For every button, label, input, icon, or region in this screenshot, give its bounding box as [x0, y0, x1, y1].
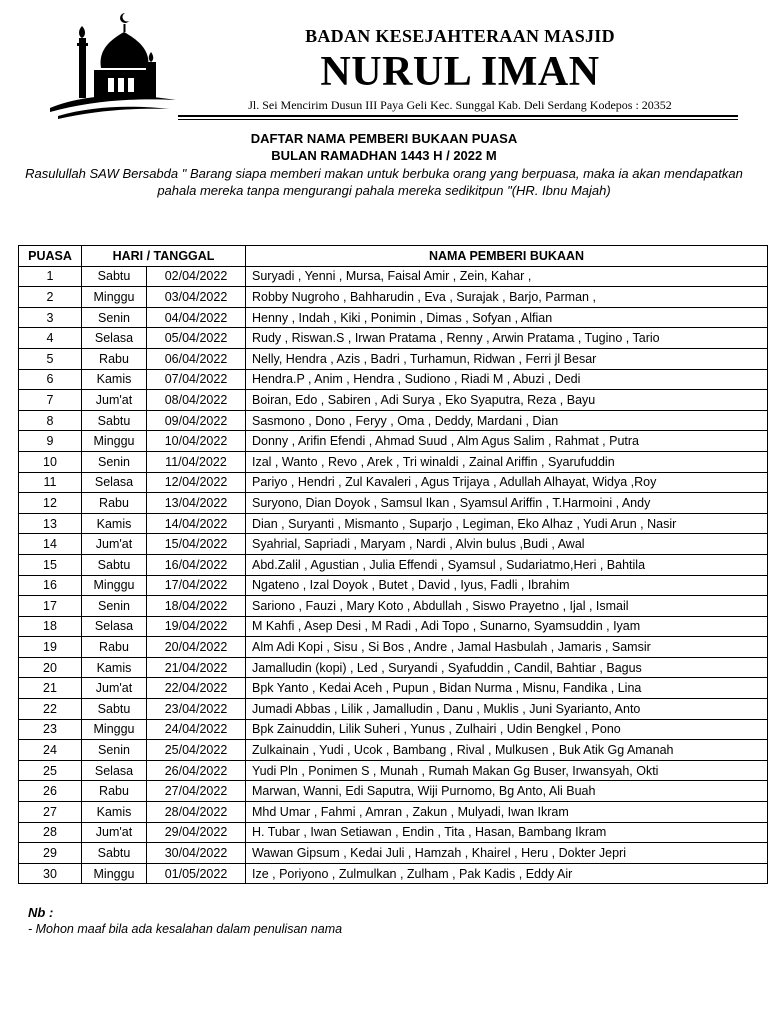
table-row	[19, 390, 768, 411]
cell-hari: Rabu	[82, 637, 147, 658]
cell-hari: Kamis	[82, 657, 147, 678]
cell-nama: Jumadi Abbas , Lilik , Jamalludin , Danu , Muklis , Juni Syarianto, Anto	[246, 699, 768, 720]
cell-hari: Rabu	[82, 781, 147, 802]
mosque-logo-icon	[48, 8, 178, 120]
table-row	[19, 616, 768, 637]
cell-tanggal: 01/05/2022	[147, 863, 246, 884]
table-row	[19, 287, 768, 308]
table-row	[19, 678, 768, 699]
cell-tanggal: 09/04/2022	[147, 410, 246, 431]
cell-puasa: 22	[19, 699, 82, 720]
table-row	[19, 843, 768, 864]
cell-tanggal: 24/04/2022	[147, 719, 246, 740]
table-row	[19, 802, 768, 823]
cell-puasa: 19	[19, 637, 82, 658]
cell-nama: Nelly, Hendra , Azis , Badri , Turhamun, Ridwan , Ferri jl Besar	[246, 348, 768, 369]
cell-tanggal: 10/04/2022	[147, 431, 246, 452]
cell-hari: Jum'at	[82, 534, 147, 555]
cell-nama: Marwan, Wanni, Edi Saputra, Wiji Purnomo, Bg Anto, Ali Buah	[246, 781, 768, 802]
table-row	[19, 410, 768, 431]
note-text: - Mohon maaf bila ada kesalahan dalam penulisan nama	[28, 922, 343, 936]
cell-tanggal: 06/04/2022	[147, 348, 246, 369]
cell-nama: Hendra.P , Anim , Hendra , Sudiono , Riadi M , Abuzi , Dedi	[246, 369, 768, 390]
cell-nama: Dian , Suryanti , Mismanto , Suparjo , Legiman, Eko Alhaz , Yudi Arun , Nasir	[246, 513, 768, 534]
cell-puasa: 8	[19, 410, 82, 431]
cell-hari: Minggu	[82, 431, 147, 452]
document-title: DAFTAR NAMA PEMBERI BUKAAN PUASA	[250, 131, 518, 146]
table-row	[19, 781, 768, 802]
cell-tanggal: 25/04/2022	[147, 740, 246, 761]
table-row	[19, 493, 768, 514]
table-row	[19, 266, 768, 287]
cell-puasa: 10	[19, 451, 82, 472]
cell-hari: Selasa	[82, 472, 147, 493]
note-label: Nb :	[28, 905, 54, 920]
cell-nama: Ngateno , Izal Doyok , Butet , David , Iyus, Fadli , Ibrahim	[246, 575, 768, 596]
cell-puasa: 3	[19, 307, 82, 328]
table-row	[19, 863, 768, 884]
table-row	[19, 575, 768, 596]
cell-hari: Kamis	[82, 513, 147, 534]
cell-nama: Sariono , Fauzi , Mary Koto , Abdullah , Siswo Prayetno , Ijal , Ismail	[246, 596, 768, 617]
cell-nama: Yudi Pln , Ponimen S , Munah , Rumah Makan Gg Buser, Irwansyah, Okti	[246, 760, 768, 781]
cell-nama: Donny , Arifin Efendi , Ahmad Suud , Alm Agus Salim , Rahmat , Putra	[246, 431, 768, 452]
cell-puasa: 4	[19, 328, 82, 349]
cell-hari: Jum'at	[82, 678, 147, 699]
cell-nama: H. Tubar , Iwan Setiawan , Endin , Tita , Hasan, Bambang Ikram	[246, 822, 768, 843]
cell-tanggal: 13/04/2022	[147, 493, 246, 514]
table-row	[19, 348, 768, 369]
cell-nama: M Kahfi , Asep Desi , M Radi , Adi Topo , Sunarno, Syamsuddin , Iyam	[246, 616, 768, 637]
cell-tanggal: 04/04/2022	[147, 307, 246, 328]
table-row	[19, 513, 768, 534]
cell-hari: Senin	[82, 307, 147, 328]
table-row	[19, 534, 768, 555]
cell-hari: Senin	[82, 740, 147, 761]
table-row	[19, 760, 768, 781]
cell-tanggal: 07/04/2022	[147, 369, 246, 390]
cell-nama: Robby Nugroho , Bahharudin , Eva , Surajak , Barjo, Parman ,	[246, 287, 768, 308]
cell-nama: Sasmono , Dono , Feryy , Oma , Deddy, Mardani , Dian	[246, 410, 768, 431]
cell-hari: Minggu	[82, 575, 147, 596]
header-rule-thin	[178, 119, 738, 120]
cell-puasa: 14	[19, 534, 82, 555]
cell-hari: Senin	[82, 451, 147, 472]
table-row	[19, 822, 768, 843]
cell-hari: Rabu	[82, 348, 147, 369]
cell-hari: Sabtu	[82, 554, 147, 575]
cell-puasa: 29	[19, 843, 82, 864]
cell-puasa: 6	[19, 369, 82, 390]
org-address: Jl. Sei Mencirim Dusun III Paya Geli Kec. Sunggal Kab. Deli Serdang Kodepos : 20352	[248, 98, 672, 112]
cell-tanggal: 18/04/2022	[147, 596, 246, 617]
hadith-quote: Rasulullah SAW Bersabda " Barang siapa memberi makan untuk berbuka orang yang berpuasa, maka ia akan mendapatkan pahala mereka tanpa mengurangi pahala mereka sedikitpun "(HR. Ibnu Majah)	[25, 166, 743, 198]
cell-nama: Mhd Umar , Fahmi , Amran , Zakun , Mulyadi, Iwan Ikram	[246, 802, 768, 823]
cell-nama: Ize , Poriyono , Zulmulkan , Zulham , Pak Kadis , Eddy Air	[246, 863, 768, 884]
cell-puasa: 9	[19, 431, 82, 452]
cell-hari: Sabtu	[82, 266, 147, 287]
cell-tanggal: 21/04/2022	[147, 657, 246, 678]
cell-hari: Senin	[82, 596, 147, 617]
cell-hari: Minggu	[82, 863, 147, 884]
org-name: NURUL IMAN	[320, 49, 600, 95]
header-hari-tanggal: HARI / TANGGAL	[82, 246, 246, 267]
table-row	[19, 472, 768, 493]
cell-hari: Kamis	[82, 802, 147, 823]
cell-puasa: 23	[19, 719, 82, 740]
table-row	[19, 554, 768, 575]
cell-puasa: 7	[19, 390, 82, 411]
cell-puasa: 1	[19, 266, 82, 287]
cell-tanggal: 27/04/2022	[147, 781, 246, 802]
cell-tanggal: 26/04/2022	[147, 760, 246, 781]
table-row	[19, 719, 768, 740]
cell-hari: Jum'at	[82, 390, 147, 411]
cell-puasa: 24	[19, 740, 82, 761]
cell-hari: Minggu	[82, 719, 147, 740]
table-row	[19, 637, 768, 658]
table-row	[19, 307, 768, 328]
cell-hari: Selasa	[82, 760, 147, 781]
cell-puasa: 18	[19, 616, 82, 637]
cell-hari: Sabtu	[82, 699, 147, 720]
cell-tanggal: 17/04/2022	[147, 575, 246, 596]
cell-puasa: 13	[19, 513, 82, 534]
document-subtitle: BULAN RAMADHAN 1443 H / 2022 M	[271, 148, 497, 163]
cell-hari: Minggu	[82, 287, 147, 308]
cell-tanggal: 14/04/2022	[147, 513, 246, 534]
cell-puasa: 15	[19, 554, 82, 575]
cell-tanggal: 15/04/2022	[147, 534, 246, 555]
cell-puasa: 26	[19, 781, 82, 802]
cell-tanggal: 08/04/2022	[147, 390, 246, 411]
cell-hari: Rabu	[82, 493, 147, 514]
cell-puasa: 16	[19, 575, 82, 596]
cell-hari: Selasa	[82, 328, 147, 349]
cell-nama: Syahrial, Sapriadi , Maryam , Nardi , Alvin bulus ,Budi , Awal	[246, 534, 768, 555]
table-row	[19, 369, 768, 390]
cell-nama: Pariyo , Hendri , Zul Kavaleri , Agus Trijaya , Adullah Alhayat, Widya ,Roy	[246, 472, 768, 493]
cell-puasa: 27	[19, 802, 82, 823]
cell-tanggal: 30/04/2022	[147, 843, 246, 864]
cell-nama: Suryadi , Yenni , Mursa, Faisal Amir , Zein, Kahar ,	[246, 266, 768, 287]
header-rule-thick	[178, 115, 738, 117]
cell-tanggal: 29/04/2022	[147, 822, 246, 843]
cell-puasa: 28	[19, 822, 82, 843]
cell-nama: Alm Adi Kopi , Sisu , Si Bos , Andre , Jamal Hasbulah , Jamaris , Samsir	[246, 637, 768, 658]
table-row	[19, 657, 768, 678]
cell-puasa: 17	[19, 596, 82, 617]
cell-puasa: 5	[19, 348, 82, 369]
cell-tanggal: 12/04/2022	[147, 472, 246, 493]
cell-nama: Henny , Indah , Kiki , Ponimin , Dimas , Sofyan , Alfian	[246, 307, 768, 328]
cell-hari: Selasa	[82, 616, 147, 637]
cell-nama: Jamalludin (kopi) , Led , Suryandi , Syafuddin , Candil, Bahtiar , Bagus	[246, 657, 768, 678]
cell-puasa: 20	[19, 657, 82, 678]
cell-tanggal: 28/04/2022	[147, 802, 246, 823]
cell-hari: Sabtu	[82, 843, 147, 864]
cell-tanggal: 05/04/2022	[147, 328, 246, 349]
cell-tanggal: 23/04/2022	[147, 699, 246, 720]
cell-tanggal: 20/04/2022	[147, 637, 246, 658]
cell-nama: Boiran, Edo , Sabiren , Adi Surya , Eko Syaputra, Reza , Bayu	[246, 390, 768, 411]
table-row	[19, 740, 768, 761]
cell-hari: Sabtu	[82, 410, 147, 431]
header-nama: NAMA PEMBERI BUKAAN	[246, 246, 768, 267]
cell-tanggal: 11/04/2022	[147, 451, 246, 472]
cell-nama: Bpk Zainuddin, Lilik Suheri , Yunus , Zulhairi , Udin Bengkel , Pono	[246, 719, 768, 740]
cell-nama: Wawan Gipsum , Kedai Juli , Hamzah , Khairel , Heru , Dokter Jepri	[246, 843, 768, 864]
org-subtitle: BADAN KESEJAHTERAAN MASJID	[305, 26, 615, 46]
cell-nama: Rudy , Riswan.S , Irwan Pratama , Renny , Arwin Pratama , Tugino , Tario	[246, 328, 768, 349]
table-row	[19, 328, 768, 349]
cell-puasa: 25	[19, 760, 82, 781]
header-puasa: PUASA	[19, 246, 82, 267]
cell-tanggal: 16/04/2022	[147, 554, 246, 575]
donor-table	[18, 245, 768, 884]
cell-nama: Abd.Zalil , Agustian , Julia Effendi , Syamsul , Sudariatmo,Heri , Bahtila	[246, 554, 768, 575]
cell-tanggal: 19/04/2022	[147, 616, 246, 637]
cell-puasa: 2	[19, 287, 82, 308]
cell-nama: Izal , Wanto , Revo , Arek , Tri winaldi , Zainal Ariffin , Syarufuddin	[246, 451, 768, 472]
table-row	[19, 699, 768, 720]
cell-puasa: 30	[19, 863, 82, 884]
cell-tanggal: 22/04/2022	[147, 678, 246, 699]
cell-tanggal: 02/04/2022	[147, 266, 246, 287]
cell-hari: Kamis	[82, 369, 147, 390]
table-header-row	[19, 246, 768, 267]
cell-tanggal: 03/04/2022	[147, 287, 246, 308]
cell-nama: Zulkainain , Yudi , Ucok , Bambang , Rival , Mulkusen , Buk Atik Gg Amanah	[246, 740, 768, 761]
table-row	[19, 431, 768, 452]
cell-nama: Bpk Yanto , Kedai Aceh , Pupun , Bidan Nurma , Misnu, Fandika , Lina	[246, 678, 768, 699]
table-row	[19, 596, 768, 617]
cell-nama: Suryono, Dian Doyok , Samsul Ikan , Syamsul Ariffin , T.Harmoini , Andy	[246, 493, 768, 514]
cell-puasa: 12	[19, 493, 82, 514]
cell-hari: Jum'at	[82, 822, 147, 843]
cell-puasa: 11	[19, 472, 82, 493]
cell-puasa: 21	[19, 678, 82, 699]
table-row	[19, 451, 768, 472]
